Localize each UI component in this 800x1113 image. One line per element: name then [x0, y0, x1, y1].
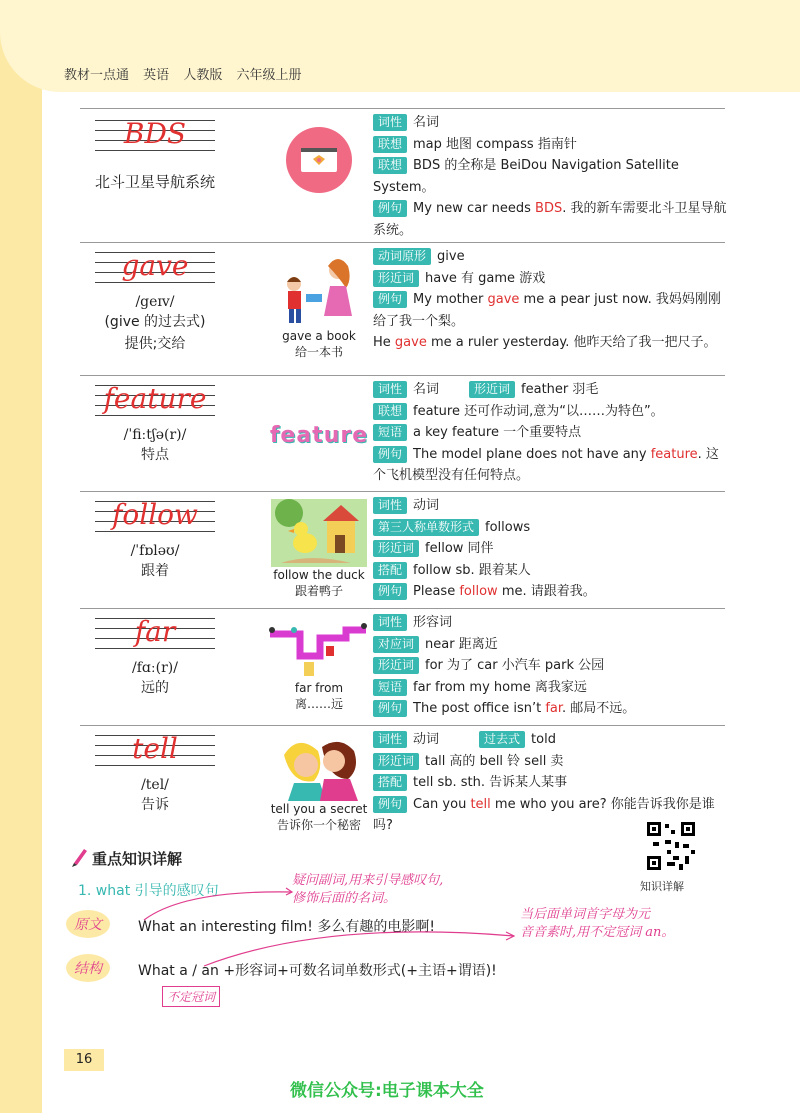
annotation-an: [520, 906, 674, 942]
annotation-what: [292, 872, 443, 908]
headword: far: [134, 615, 176, 648]
example-text: . 我的新车需要北斗卫星导航系统。: [373, 201, 727, 238]
picture-caption: gave a book: [282, 329, 356, 343]
tell-picture: [260, 735, 378, 833]
header-edition: 人教版: [183, 68, 223, 83]
tag-base-form: 动词原形: [373, 248, 431, 265]
example-keyword: gave: [487, 292, 520, 307]
vocab-entry-bds: [80, 114, 725, 240]
navigation-picture: [260, 124, 378, 196]
def-text: follow sb. 跟着某人: [413, 562, 531, 578]
picture-caption: 离……远: [294, 697, 343, 711]
def-text: have 有 game 游戏: [425, 270, 546, 286]
annotation-line: 修饰后面的名词。: [292, 891, 397, 906]
word-gloss: 远的: [141, 680, 169, 696]
def-text: 名词: [413, 115, 440, 130]
def-text: map 地图 compass 指南针: [413, 136, 577, 152]
word-column: [80, 114, 230, 192]
route-map-illustration: [264, 622, 374, 680]
tag-example: 例句: [373, 446, 407, 463]
tag-example: 例句: [373, 291, 407, 308]
phonetic: /fɑː(r)/: [132, 660, 178, 676]
example-text: me. 请跟着我。: [497, 584, 596, 599]
tag-association: 联想: [373, 136, 407, 153]
tag-association: 联想: [373, 403, 407, 420]
handwriting-lines: [95, 114, 215, 156]
tag-phrase: 短语: [373, 424, 407, 441]
header-subject: 英语: [143, 68, 170, 83]
tag-third-person: 第三人称单数形式: [373, 519, 479, 536]
word-column: [80, 379, 230, 465]
vocab-entry-gave: [80, 246, 725, 372]
example-text: me who you are? 你能告诉我你是谁吗?: [373, 796, 715, 833]
picture-caption: tell you a secret: [270, 802, 368, 816]
example-text: The model plane does not have any: [413, 446, 651, 462]
divider: [80, 608, 725, 609]
example-keyword: follow: [459, 584, 498, 599]
tag-example: 例句: [373, 583, 407, 600]
handwriting-lines: [95, 379, 215, 421]
annotation-line: 当后面单词首字母为元: [520, 907, 651, 922]
headword: BDS: [123, 117, 187, 150]
gave-picture: [260, 256, 378, 360]
tag-part-of-speech: 词性: [373, 731, 407, 748]
example-text: . 邮局不远。: [562, 701, 636, 716]
headword: gave: [121, 249, 189, 282]
def-text: give: [437, 249, 465, 264]
vocab-entry-tell: [80, 729, 725, 844]
point-heading: 1. what 引导的感叹句: [78, 883, 219, 899]
divider: [80, 108, 725, 109]
tag-similar-word: 形近词: [373, 540, 419, 557]
phonetic: /ˈfɒləʊ/: [130, 543, 180, 559]
headword: feature: [103, 382, 207, 415]
label-structure: 结构: [66, 954, 110, 982]
tag-antonym: 对应词: [373, 636, 419, 653]
example-text: The post office isn’t: [413, 701, 546, 716]
tag-association: 联想: [373, 157, 407, 174]
left-margin-strip: [0, 0, 42, 1113]
tag-part-of-speech: 词性: [373, 381, 407, 398]
def-text: told: [531, 732, 556, 747]
handwriting-lines: [95, 495, 215, 537]
word-column: [80, 495, 230, 581]
tag-similar-word: 形近词: [469, 381, 515, 398]
picture-caption: 告诉你一个秘密: [276, 818, 361, 832]
def-text: tall 高的 bell 铃 sell 卖: [425, 753, 564, 769]
word-gloss: 告诉: [141, 797, 169, 813]
example-text: Can you: [413, 796, 471, 812]
word-gloss: 跟着: [141, 563, 169, 579]
tag-example: 例句: [373, 200, 407, 217]
far-picture: [260, 622, 378, 712]
example-keyword: BDS: [535, 201, 563, 216]
def-text: far from my home 离我家远: [413, 679, 587, 695]
tag-similar-word: 形近词: [373, 753, 419, 770]
example-text: me a pear just now. 我妈妈刚刚给了我一个梨。: [373, 292, 721, 329]
phonetic: /geɪv/: [135, 294, 175, 310]
girl-giving-book-illustration: [274, 256, 364, 328]
word-column: [80, 729, 230, 815]
picture-caption: 给一本书: [294, 345, 343, 359]
word-gloss: 北斗卫星导航系统: [94, 173, 215, 191]
example-text: Please: [413, 584, 460, 599]
tag-similar-word: 形近词: [373, 270, 419, 287]
word-gloss: 特点: [141, 447, 169, 463]
example-text: me a ruler yesterday. 他昨天给了我一把尺子。: [426, 335, 717, 350]
def-text: a key feature 一个重要特点: [413, 425, 582, 440]
vocab-entry-feature: [80, 379, 725, 489]
tag-part-of-speech: 词性: [373, 497, 407, 514]
headword: tell: [132, 732, 178, 765]
annotation-line: 音音素时,用不定冠词 an。: [520, 925, 675, 940]
def-text: 形容词: [413, 615, 453, 630]
tag-part-of-speech: 词性: [373, 114, 407, 131]
tag-past-tense: 过去式: [479, 731, 525, 748]
definitions: [373, 495, 728, 603]
divider: [80, 242, 725, 243]
gps-device-icon: [283, 124, 355, 196]
def-text: fellow 同伴: [425, 541, 494, 556]
girls-whispering-illustration: [274, 735, 364, 801]
example-text: My mother: [413, 292, 488, 307]
tag-phrase: 短语: [373, 679, 407, 696]
word-gloss: (give 的过去式): [104, 314, 206, 330]
label-original: 原文: [66, 910, 110, 938]
divider: [80, 491, 725, 492]
header-book: 教材一点通: [64, 68, 130, 83]
handwriting-lines: [95, 246, 215, 288]
divider: [80, 725, 725, 726]
def-text: 动词: [413, 498, 440, 513]
structure-sentence: What a / an +形容词+可数名词单数形式(+主语+谓语)!: [138, 963, 497, 979]
follow-picture: [260, 499, 378, 599]
tag-collocation: 搭配: [373, 562, 407, 579]
page-number: 16: [64, 1049, 104, 1071]
picture-caption: follow the duck: [273, 568, 365, 582]
vocab-entry-far: [80, 612, 725, 722]
header-grade: 六年级上册: [236, 68, 302, 83]
feature-picture: [260, 423, 378, 448]
definitions: [373, 379, 728, 487]
word-gloss: 提供;交给: [124, 336, 186, 352]
definitions: [373, 112, 728, 241]
annotation-article: 不定冠词: [162, 986, 220, 1007]
headword: follow: [112, 498, 198, 531]
pencil-icon: [70, 845, 88, 867]
def-text: 动词: [413, 732, 440, 747]
handwriting-lines: [95, 612, 215, 654]
divider: [80, 375, 725, 376]
duck-house-illustration: [271, 499, 367, 567]
example-keyword: feature: [650, 446, 698, 462]
vocab-entry-follow: [80, 495, 725, 607]
tag-part-of-speech: 词性: [373, 614, 407, 631]
handwriting-lines: [95, 729, 215, 771]
definitions: [373, 246, 728, 354]
qr-caption: 知识详解: [640, 880, 684, 893]
word-column: [80, 246, 230, 354]
def-text: for 为了 car 小汽车 park 公园: [425, 658, 605, 673]
tag-similar-word: 形近词: [373, 657, 419, 674]
definitions: [373, 612, 728, 720]
example-keyword: far: [545, 701, 563, 716]
picture-caption: far from: [294, 681, 344, 695]
def-text: BDS 的全称是 BeiDou Navigation Satellite System。: [373, 158, 679, 195]
def-text: feather 羽毛: [521, 382, 599, 397]
phonetic: /tel/: [141, 777, 169, 793]
example-text: He: [373, 335, 395, 350]
def-text: follows: [485, 519, 531, 535]
def-text: near 距离近: [425, 636, 498, 652]
def-text: 名词: [413, 382, 440, 397]
tag-example: 例句: [373, 796, 407, 813]
footer-watermark: 微信公众号:电子课本大全: [290, 1081, 484, 1101]
feature-art-text: feature: [269, 423, 369, 448]
example-keyword: gave: [394, 335, 427, 350]
word-column: [80, 612, 230, 698]
example-text: My new car needs: [413, 201, 536, 216]
picture-caption: 跟着鸭子: [294, 584, 343, 598]
tag-example: 例句: [373, 700, 407, 717]
page-header: [64, 64, 311, 83]
example-text: . 这个飞机模型没有任何特点。: [373, 446, 719, 483]
section-title: 重点知识详解: [92, 850, 183, 868]
tag-collocation: 搭配: [373, 774, 407, 791]
original-sentence: What an interesting film! 多么有趣的电影啊!: [138, 919, 435, 935]
phonetic: /ˈfiːtʃə(r)/: [123, 427, 187, 443]
def-text: tell sb. sth. 告诉某人某事: [413, 775, 568, 790]
annotation-line: 疑问副词,用来引导感叹句,: [292, 873, 444, 888]
qr-code-icon[interactable]: [645, 820, 697, 872]
example-keyword: tell: [470, 796, 491, 812]
def-text: feature 还可作动词,意为“以……为特色”。: [413, 403, 664, 419]
